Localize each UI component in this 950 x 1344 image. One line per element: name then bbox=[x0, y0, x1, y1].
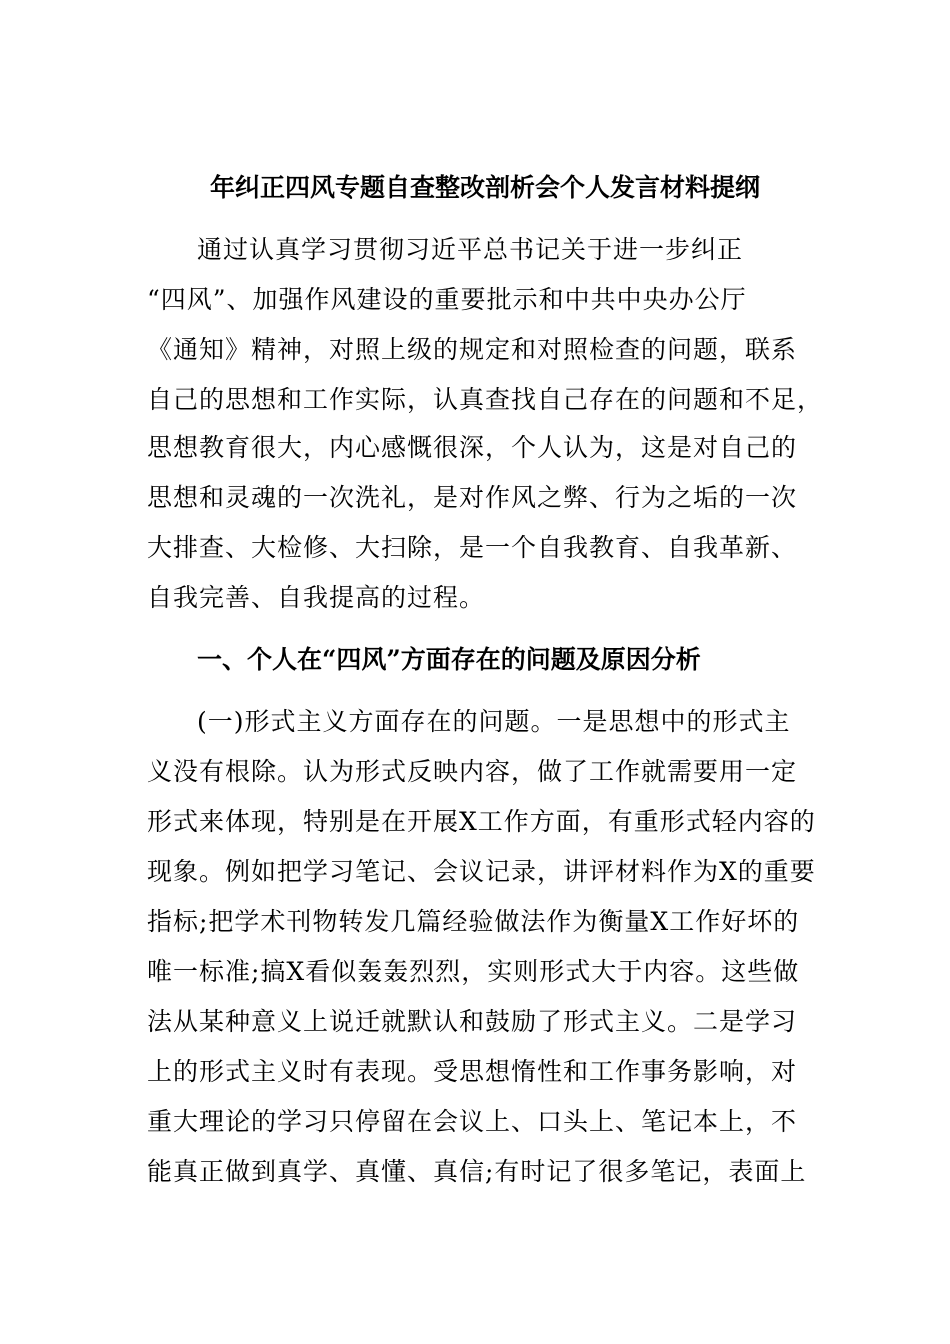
section-line: 现象。例如把学习笔记、会议记录，讲评材料作为X的重要 bbox=[147, 857, 816, 886]
section-line: 能真正做到真学、真懂、真信;有时记了很多笔记，表面上 bbox=[147, 1157, 807, 1186]
intro-line: 自我完善、自我提高的过程。 bbox=[147, 583, 486, 612]
document-title: 年纠正四风专题自查整改剖析会个人发言材料提纲 bbox=[209, 173, 760, 202]
section-line: 形式来体现，特别是在开展X工作方面，有重形式轻内容的 bbox=[147, 807, 816, 836]
intro-line: 思想教育很大，内心感慨很深，个人认为，这是对自己的 bbox=[147, 433, 798, 462]
section-heading: 一、个人在“四风”方面存在的问题及原因分析 bbox=[197, 645, 701, 674]
intro-line: 思想和灵魂的一次洗礼，是对作风之弊、行为之垢的一次 bbox=[147, 483, 798, 512]
intro-line: “四风”、加强作风建设的重要批示和中共中央办公厅 bbox=[147, 285, 747, 314]
intro-line: 通过认真学习贯彻习近平总书记关于进一步纠正 bbox=[197, 235, 744, 264]
section-line: 上的形式主义时有表现。受思想惰性和工作事务影响，对 bbox=[147, 1057, 798, 1086]
section-line: 重大理论的学习只停留在会议上、口头上、笔记本上，不 bbox=[147, 1107, 798, 1136]
section-line: 唯一标准;搞X看似轰轰烈烈，实则形式大于内容。这些做 bbox=[147, 957, 800, 986]
section-line: 义没有根除。认为形式反映内容，做了工作就需要用一定 bbox=[147, 757, 798, 786]
intro-line: 自己的思想和工作实际，认真查找自己存在的问题和不足， bbox=[147, 385, 824, 414]
intro-line: 《通知》精神，对照上级的规定和对照检查的问题，联系 bbox=[147, 335, 798, 364]
section-line: 法从某种意义上说迁就默认和鼓励了形式主义。二是学习 bbox=[147, 1007, 798, 1036]
section-line: (一)形式主义方面存在的问题。一是思想中的形式主 bbox=[197, 707, 791, 736]
intro-line: 大排查、大检修、大扫除，是一个自我教育、自我革新、 bbox=[147, 533, 798, 562]
section-line: 指标;把学术刊物转发几篇经验做法作为衡量X工作好坏的 bbox=[147, 907, 800, 936]
